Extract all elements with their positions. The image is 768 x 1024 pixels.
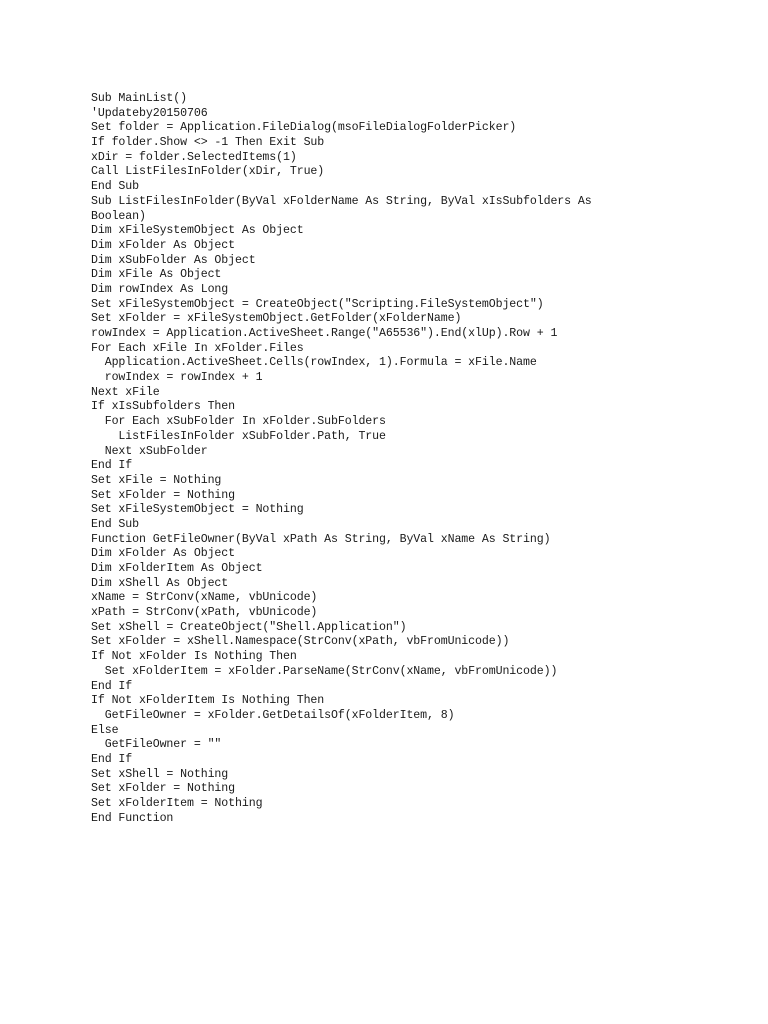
code-line: End If [91,752,133,766]
code-line: End Sub [91,517,140,531]
code-line: Boolean) [91,209,146,223]
code-line: Set xFolder = Nothing [91,488,236,502]
code-line: Call ListFilesInFolder(xDir, True) [91,165,325,179]
code-line: If folder.Show <> -1 Then Exit Sub [91,136,325,150]
code-line: xPath = StrConv(xPath, vbUnicode) [91,606,318,620]
code-line: Set folder = Application.FileDialog(msoFileDialogFolderPicker) [91,121,517,135]
code-line: GetFileOwner = "" [91,738,222,752]
code-line: Set xShell = Nothing [91,767,229,781]
code-line: Dim xFile As Object [91,268,222,282]
code-line: Dim xSubFolder As Object [91,253,256,267]
code-line: Dim xShell As Object [91,576,229,590]
code-line: Dim xFileSystemObject As Object [91,224,304,238]
code-line: ListFilesInFolder xSubFolder.Path, True [91,429,386,443]
code-line: If Not xFolderItem Is Nothing Then [91,694,325,708]
code-line: xName = StrConv(xName, vbUnicode) [91,591,318,605]
code-line: Application.ActiveSheet.Cells(rowIndex, 1).Formula = xFile.Name [91,356,537,370]
code-line: Sub ListFilesInFolder(ByVal xFolderName As String, ByVal xIsSubfolders As [91,194,592,208]
code-line: rowIndex = rowIndex + 1 [91,371,263,385]
code-line: Dim rowIndex As Long [91,282,229,296]
code-line: Function GetFileOwner(ByVal xPath As String, ByVal xName As String) [91,532,551,546]
code-line: Next xSubFolder [91,444,208,458]
code-line: For Each xFile In xFolder.Files [91,341,304,355]
code-line: Set xFolder = xShell.Namespace(StrConv(xPath, vbFromUnicode)) [91,635,510,649]
code-line: End If [91,679,133,693]
code-line: Set xFile = Nothing [91,473,222,487]
code-line: Next xFile [91,385,160,399]
code-line: Set xFolder = Nothing [91,782,236,796]
code-line: End Sub [91,180,140,194]
code-line: Dim xFolder As Object [91,238,236,252]
code-block [91,92,691,826]
code-line: Set xFileSystemObject = Nothing [91,503,304,517]
code-line: Dim xFolder As Object [91,547,236,561]
code-line: If Not xFolder Is Nothing Then [91,650,297,664]
code-line: Set xFolderItem = xFolder.ParseName(StrConv(xName, vbFromUnicode)) [91,664,558,678]
code-line: Set xFolderItem = Nothing [91,797,263,810]
code-line: Set xShell = CreateObject("Shell.Application") [91,620,407,634]
code-line: 'Updateby20150706 [91,106,208,120]
code-line: If xIsSubfolders Then [91,400,236,414]
code-line: End Function [91,811,174,825]
code-line: Else [91,723,119,737]
code-line: End If [91,459,133,473]
code-line: Sub MainList() [91,92,188,105]
code-line: Dim xFolderItem As Object [91,562,263,575]
code-line: Set xFileSystemObject = CreateObject("Scripting.FileSystemObject") [91,297,544,311]
code-line: Set xFolder = xFileSystemObject.GetFolder(xFolderName) [91,312,462,326]
code-line: rowIndex = Application.ActiveSheet.Range("A65536").End(xlUp).Row + 1 [91,327,558,340]
code-line: GetFileOwner = xFolder.GetDetailsOf(xFolderItem, 8) [91,708,455,722]
code-line: For Each xSubFolder In xFolder.SubFolders [91,415,386,429]
code-line: xDir = folder.SelectedItems(1) [91,150,297,164]
